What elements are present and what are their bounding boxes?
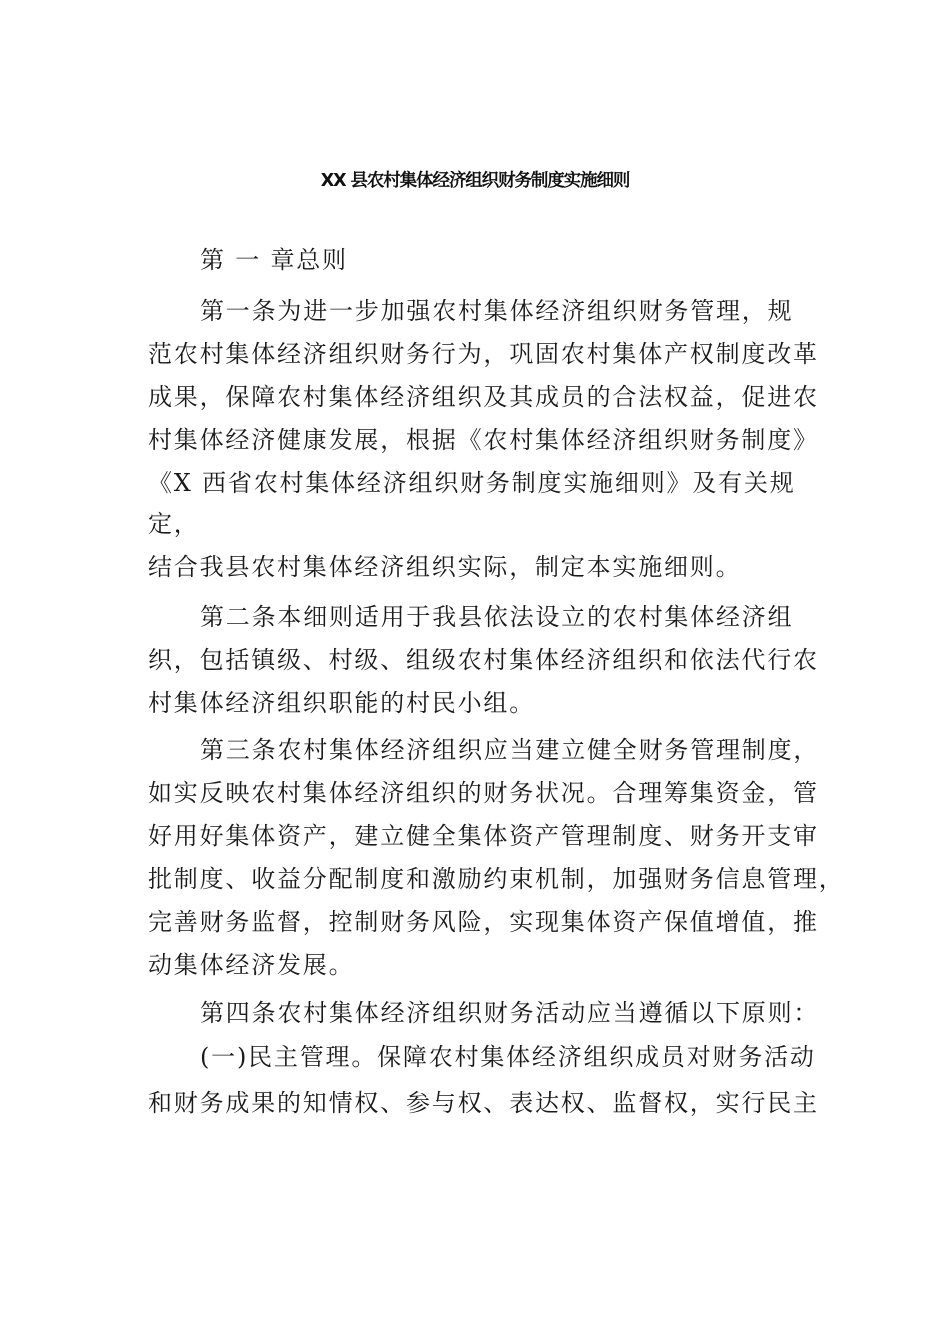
paragraph-line: 批制度、收益分配制度和激励约束机制，加强财务信息管理， bbox=[148, 865, 845, 893]
paragraph-line: 织，包括镇级、村级、组级农村集体经济组织和依法代行农 bbox=[148, 646, 819, 674]
paragraph-line: 和财务成果的知情权、参与权、表达权、监督权，实行民主 bbox=[148, 1089, 819, 1117]
paragraph-line: 《X 西省农村集体经济组织财务制度实施细则》及有关规 bbox=[148, 469, 796, 497]
paragraph-line: 完善财务监督，控制财务风险，实现集体资产保值增值，推 bbox=[148, 908, 819, 936]
paragraph-line: 第三条农村集体经济组织应当建立健全财务管理制度， bbox=[200, 736, 820, 764]
paragraph-line: 成果，保障农村集体经济组织及其成员的合法权益，促进农 bbox=[148, 383, 819, 411]
chapter-heading: 第 一 章总则 bbox=[200, 246, 348, 274]
paragraph-line: 定， bbox=[148, 510, 200, 538]
paragraph-line: 结合我县农村集体经济组织实际，制定本实施细则。 bbox=[148, 553, 742, 581]
paragraph-line: 第四条农村集体经济组织财务活动应当遵循以下原则： bbox=[200, 999, 820, 1027]
document-title: XX 县农村集体经济组织财务制度实施细则 bbox=[320, 171, 630, 191]
paragraph-line: 村集体经济健康发展，根据《农村集体经济组织财务制度》 bbox=[148, 426, 819, 454]
paragraph-line: 第二条本细则适用于我县依法设立的农村集体经济组 bbox=[200, 603, 794, 631]
paragraph-line: 好用好集体资产，建立健全集体资产管理制度、财务开支审 bbox=[148, 822, 819, 850]
paragraph-line: 范农村集体经济组织财务行为，巩固农村集体产权制度改革 bbox=[148, 340, 819, 368]
paragraph-line: 第一条为进一步加强农村集体经济组织财务管理，规 bbox=[200, 297, 794, 325]
paragraph-line: 动集体经济发展。 bbox=[148, 951, 355, 979]
paragraph-line: 村集体经济组织职能的村民小组。 bbox=[148, 689, 535, 717]
paragraph-line: (一)民主管理。保障农村集体经济组织成员对财务活动 bbox=[200, 1043, 816, 1071]
paragraph-line: 如实反映农村集体经济组织的财务状况。合理筹集资金，管 bbox=[148, 779, 819, 807]
